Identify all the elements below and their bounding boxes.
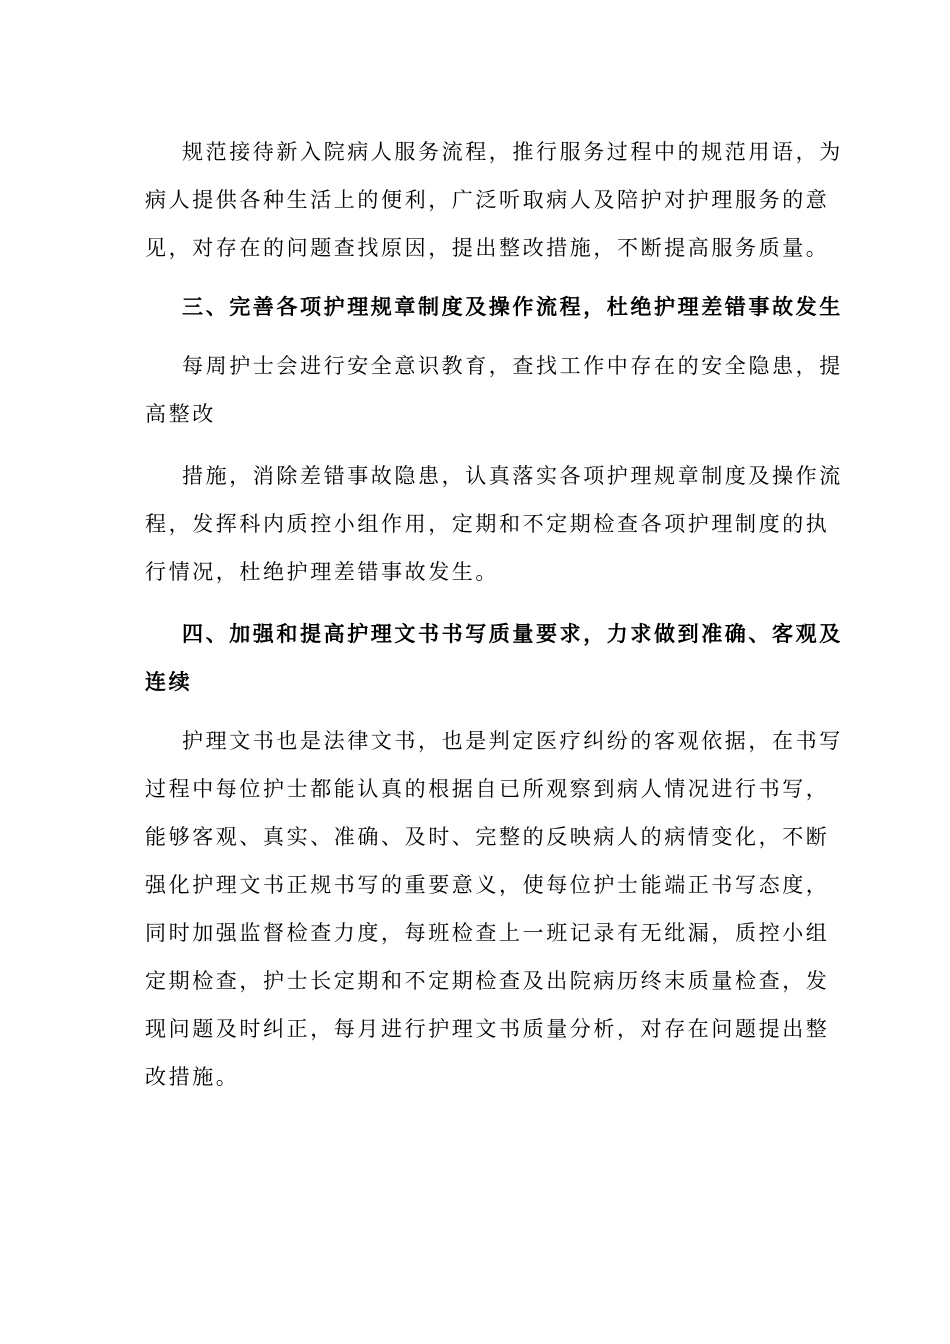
text-line: 高整改	[145, 402, 216, 426]
text-line: 规范接待新入院病人服务流程，推行服务过程中的规范用语，为	[182, 140, 843, 164]
text-line: 措施，消除差错事故隐患，认真落实各项护理规章制度及操作流	[182, 464, 843, 488]
text-line: 改措施。	[145, 1065, 240, 1089]
text-line: 现问题及时纠正，每月进行护理文书质量分析，对存在问题提出整	[145, 1017, 830, 1041]
text-line: 病人提供各种生活上的便利，广泛听取病人及陪护对护理服务的意	[145, 188, 830, 212]
paragraph-nursing-documents	[145, 717, 843, 1101]
paragraph-service-process	[145, 128, 843, 272]
text-line: 护理文书也是法律文书，也是判定医疗纠纷的客观依据，在书写	[182, 729, 843, 753]
text-line: 同时加强监督检查力度，每班检查上一班记录有无纰漏，质控小组	[145, 921, 830, 945]
text-line: 定期检查，护士长定期和不定期检查及出院病历终末质量检查，发	[145, 969, 830, 993]
text-line: 见，对存在的问题查找原因，提出整改措施，不断提高服务质量。	[145, 236, 830, 260]
text-line: 程，发挥科内质控小组作用，定期和不定期检查各项护理制度的执	[145, 512, 830, 536]
section-heading-four	[145, 610, 843, 706]
text-line: 每周护士会进行安全意识教育，查找工作中存在的安全隐患，提	[182, 354, 843, 378]
heading-line: 四、加强和提高护理文书书写质量要求，力求做到准确、客观及	[182, 621, 843, 646]
paragraph-safety-education	[145, 342, 843, 438]
paragraph-error-prevention	[145, 452, 843, 596]
text-line: 行情况，杜绝护理差错事故发生。	[145, 560, 499, 584]
text-line: 强化护理文书正规书写的重要意义，使每位护士能端正书写态度，	[145, 873, 830, 897]
heading-line: 连续	[145, 669, 193, 694]
text-line: 过程中每位护士都能认真的根据自已所观察到病人情况进行书写，	[145, 777, 830, 801]
section-heading-three: 三、完善各项护理规章制度及操作流程，杜绝护理差错事故发生	[182, 294, 843, 319]
text-line: 能够客观、真实、准确、及时、完整的反映病人的病情变化，不断	[145, 825, 830, 849]
document-page	[145, 128, 843, 1101]
